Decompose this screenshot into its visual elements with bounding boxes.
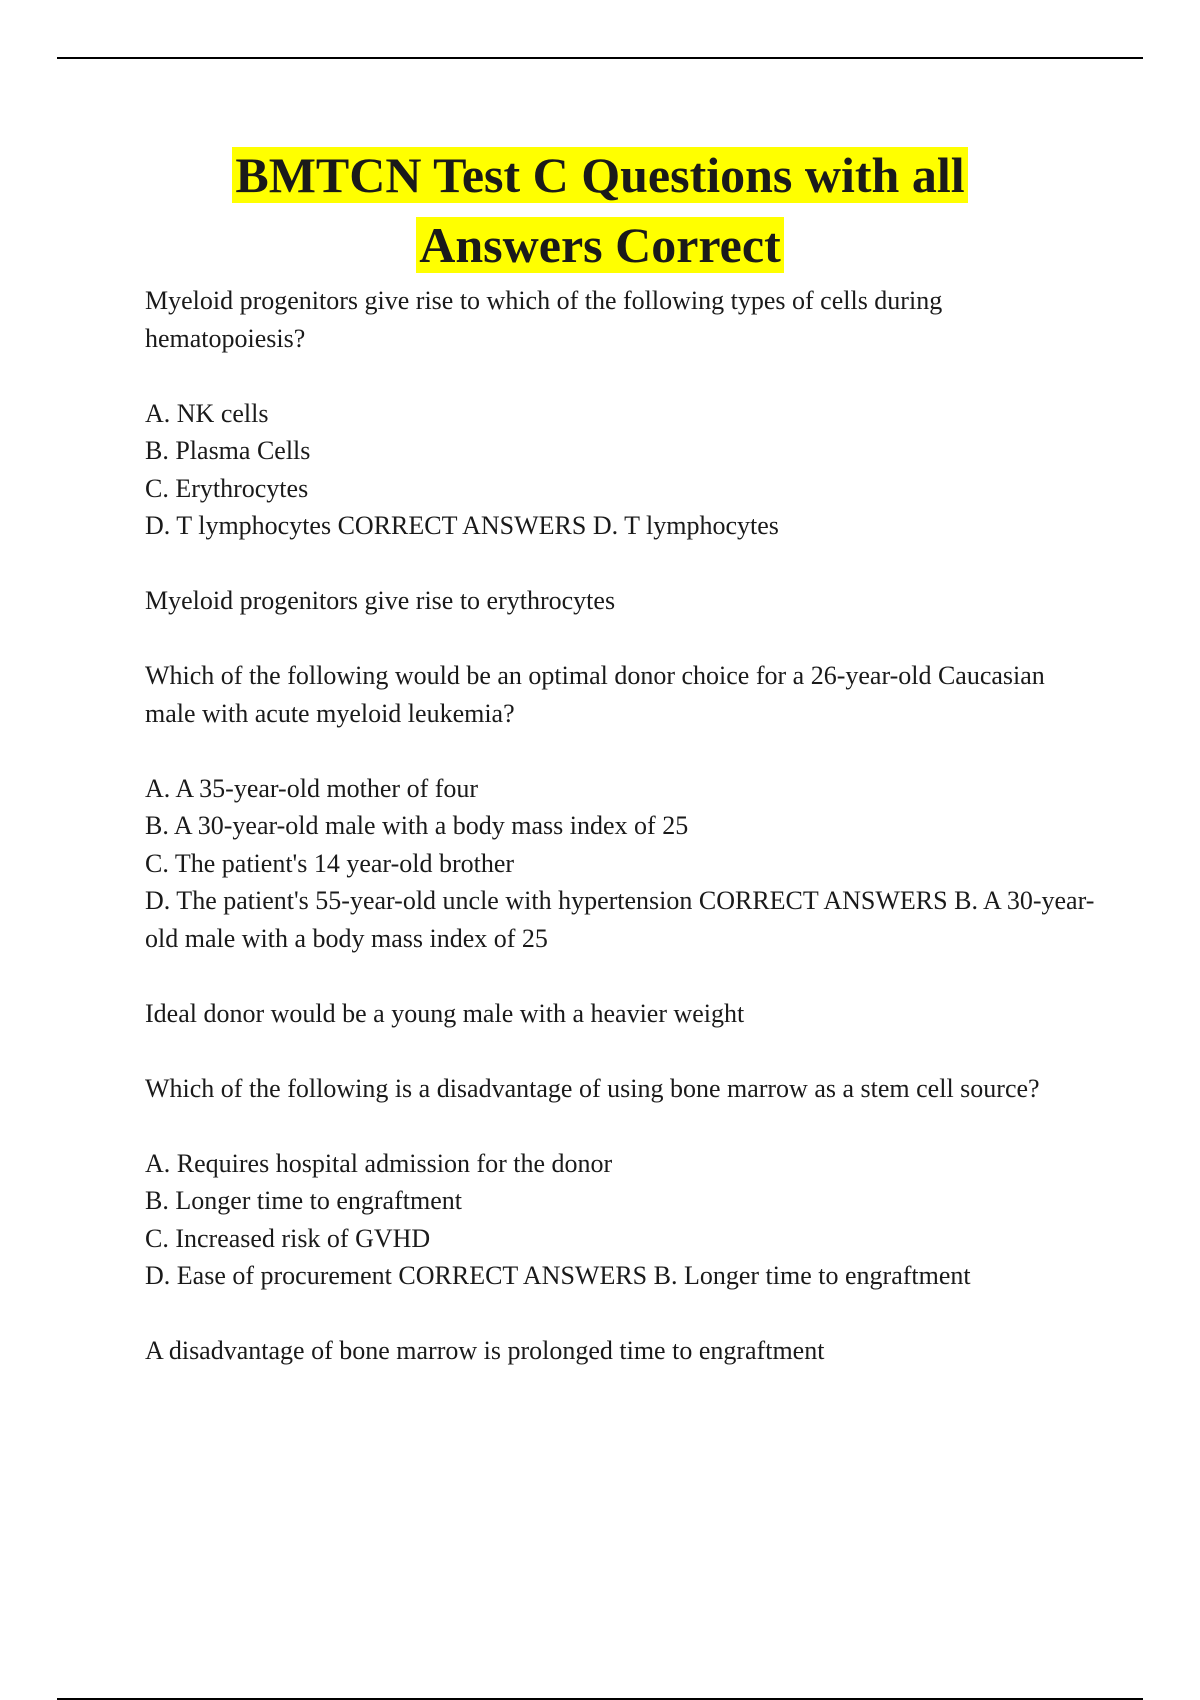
option-a: A. Requires hospital admission for the donor — [145, 1148, 613, 1178]
option-d-with-answer: D. T lymphocytes CORRECT ANSWERS D. T lymphocytes — [145, 511, 779, 540]
option-c: C. Erythrocytes — [145, 473, 309, 503]
option-b: B. Longer time to engraftment — [145, 1186, 462, 1215]
option-b: B. A 30-year-old male with a body mass index of 25 — [145, 811, 689, 840]
title-line-2: Answers Correct — [416, 217, 783, 273]
option-c: C. The patient's 14 year-old brother — [145, 848, 515, 878]
question-text: Which of the following is a disadvantage of using bone marrow as a stem cell source? — [145, 1073, 1040, 1103]
title-line-1: BMTCN Test C Questions with all — [232, 147, 967, 203]
option-c: C. Increased risk of GVHD — [145, 1223, 431, 1253]
question-text: Which of the following would be an optimal donor choice for a 26-year-old Caucasian male with acute myeloid leukemia? — [145, 661, 1045, 728]
explanation: Ideal donor would be a young male with a heavier weight — [145, 998, 745, 1028]
option-a: A. A 35-year-old mother of four — [145, 773, 479, 803]
explanation: Myeloid progenitors give rise to erythrocytes — [145, 586, 616, 615]
question-block-2 — [145, 657, 1095, 1032]
page-title — [100, 140, 1100, 280]
document-body — [145, 282, 1095, 1370]
question-block-1 — [145, 282, 1095, 620]
top-rule — [57, 57, 1143, 59]
option-a: A. NK cells — [145, 398, 269, 428]
option-d-with-answer: D. The patient's 55-year-old uncle with hypertension CORRECT ANSWERS B. A 30-year-old male with a body mass index of 25 — [145, 886, 1095, 953]
explanation: A disadvantage of bone marrow is prolonged time to engraftment — [145, 1336, 825, 1365]
option-d-with-answer: D. Ease of procurement CORRECT ANSWERS B. Longer time to engraftment — [145, 1261, 971, 1290]
question-block-3 — [145, 1070, 1095, 1370]
question-text: Myeloid progenitors give rise to which of the following types of cells during hematopoiesis? — [145, 286, 943, 353]
option-b: B. Plasma Cells — [145, 436, 311, 465]
